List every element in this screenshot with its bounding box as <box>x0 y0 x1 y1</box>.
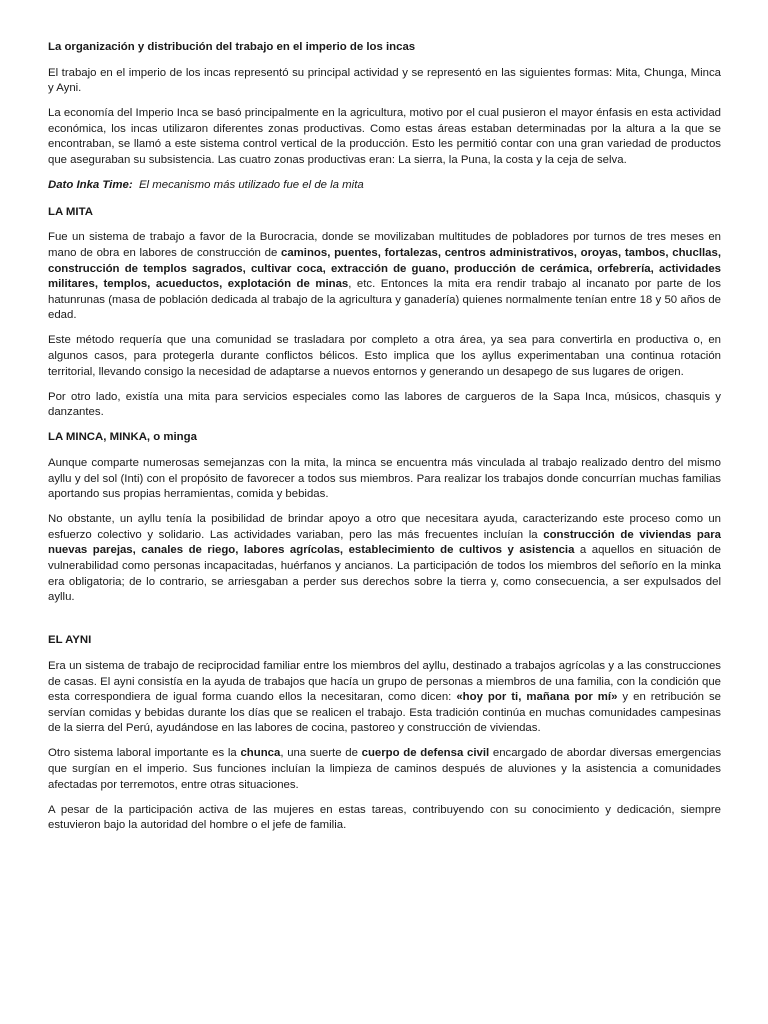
ayni-p2-text-a: Otro sistema laboral importante es la <box>48 747 241 760</box>
section-spacer <box>48 615 721 633</box>
mita-heading: LA MITA <box>48 205 93 218</box>
mita-p1-bold: caminos, puentes, fortalezas, centros administrativos, oroyas, tambos, chucllas, construcción de templos sagrados, cultivar coca, extracción de guano, producción de cerámica, orfebrería, actividades militares, templos, acueductos, explotación de minas <box>48 246 721 291</box>
ayni-p2-bold-defensa: cuerpo de defensa civil <box>361 747 490 760</box>
ayni-p2-text-b: , una suerte de <box>280 747 362 760</box>
document-page <box>48 40 721 843</box>
mita-paragraph-1 <box>48 230 721 324</box>
ayni-p1-quote: «hoy por ti, mañana por mí» <box>456 691 618 704</box>
document-title: La organización y distribución del trabajo en el imperio de los incas <box>48 41 416 53</box>
intro-paragraph: El trabajo en el imperio de los incas representó su principal actividad y se representó en las siguientes formas: Mita, Chunga, Minca y Ayni. <box>48 66 721 95</box>
dato-inka-time <box>48 178 721 194</box>
minca-paragraph-2 <box>48 512 721 606</box>
ayni-paragraph-2 <box>48 746 721 793</box>
minca-p2-text-b: a aquellos en situación de vulnerabilidad como personas incapacitadas, huérfanos y ancianos. La participación de todos los miembros del señorío en la minka era obligatoria; de lo contrario, se arriesgaban a perder sus derechos sobre la tierra y, como consecuencia, a ser expulsados del ayllu. <box>48 544 721 604</box>
mita-p1-text-a: Fue un sistema de trabajo a favor de la Burocracia, donde se movilizaban multitudes de pobladores por turnos de tres meses en mano de obra en labores de construcción de <box>48 231 721 259</box>
ayni-heading: EL AYNI <box>48 634 92 647</box>
minca-p2-bold: construcción de viviendas para nuevas parejas, canales de riego, labores agrícolas, establecimiento de cultivos y asistencia <box>48 528 721 557</box>
ayni-p2-text-c: encargado de abordar diversas emergencias que surgían en el imperio. Sus funciones incluían la limpieza de caminos después de aluviones y la asistencia a comunidades afectadas por terremotos, entre otras situaciones. <box>48 747 722 791</box>
mita-paragraph-3: Por otro lado, existía una mita para servicios especiales como las labores de cargueros de la Sapa Inca, músicos, chasquis y danzantes. <box>48 390 721 419</box>
minca-heading: LA MINCA, MINKA, o minga <box>48 431 197 444</box>
minca-paragraph-1: Aunque comparte numerosas semejanzas con la mita, la minca se encuentra más vinculada al trabajo realizado dentro del mismo ayllu y del sol (Inti) con el propósito de favorecer a todos sus miembros. Para realizar los trabajos donde concurrían muchas familias aportando sus propias herramientas, comida y bebidas. <box>48 456 721 501</box>
ayni-p2-bold-chunca: chunca <box>240 747 281 760</box>
mita-p1-text-b: , etc. Entonces la mita era rendir trabajo al incanato por parte de los hatunrunas (masa de población dedicada al trabajo de la agricultura y ganadería) quienes normalmente tenían entre 18 y 50 años de edad. <box>48 278 721 322</box>
dato-label: Dato Inka Time: <box>48 179 133 192</box>
dato-text: El mecanismo más utilizado fue el de la mita <box>138 179 364 192</box>
economy-paragraph: La economía del Imperio Inca se basó principalmente en la agricultura, motivo por el cual pusieron el mayor énfasis en esta actividad económica, los incas utilizaron diferentes zonas productivas. Como estas áreas estaban determinadas por la altura a la que se encontraban, se llamó a este sistema control vertical de la producción. Esto les permitió contar con una gran variedad de productos que aseguraban su subsistencia. Las cuatro zonas productivas eran: La sierra, la Puna, la costa y la ceja de selva. <box>48 107 721 167</box>
ayni-p1-text-b: y en retribución se servían comidas y bebidas durante los días que se realicen el trabajo. Esta tradición continúa en muchas comunidades campesinas de la sierra del Perú, ayudándose en las labores de cocina, pastoreo y construcción de viviendas. <box>48 691 721 735</box>
mita-paragraph-2: Este método requería que una comunidad se trasladara por completo a otra área, ya sea para convertirla en productiva o, en algunos casos, para protegerla durante conflictos bélicos. Esto implica que los ayllus experimentaban una continua rotación territorial, llevando consigo la necesidad de adaptarse a nuevos entornos y generando un desapego de sus lugares de origen. <box>48 334 721 378</box>
ayni-paragraph-3: A pesar de la participación activa de las mujeres en estas tareas, contribuyendo con su conocimiento y dedicación, siempre estuvieron bajo la autoridad del hombre o el jefe de familia. <box>48 803 721 832</box>
ayni-paragraph-1 <box>48 659 721 737</box>
minca-p2-text-a: No obstante, un ayllu tenía la posibilidad de brindar apoyo a otro que necesitara ayuda, caracterizando este proceso como un esfuerzo colectivo y solidario. Las actividades variaban, pero las más frecuentes incluían la <box>48 513 721 541</box>
ayni-p1-text-a: Era un sistema de trabajo de reciprocidad familiar entre los miembros del ayllu, destinado a trabajos agrícolas y a las construcciones de casas. El ayni consistía en la ayuda de trabajos que hacía un grupo de personas a miembros de una familia, con la condición que esta correspondiera de igual forma cuando ellos la necesitaran, como dicen: <box>48 659 721 704</box>
